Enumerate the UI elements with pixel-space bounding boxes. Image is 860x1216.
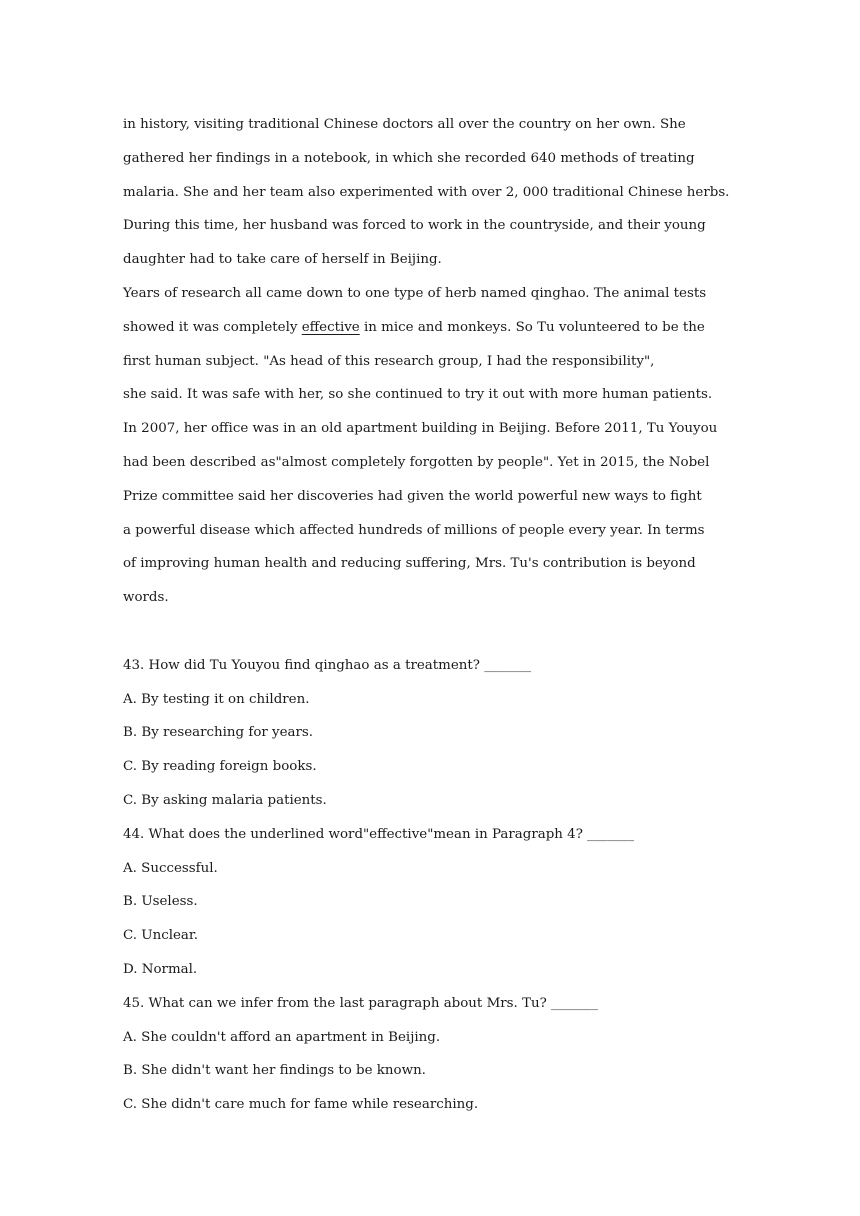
answer-option: C. Unclear.	[123, 928, 199, 944]
passage-line: daughter had to take care of herself in Beijing.	[123, 252, 442, 268]
answer-option: B. She didn't want her findings to be known.	[123, 1063, 426, 1079]
passage	[123, 108, 748, 615]
section-gap	[123, 615, 748, 649]
answer-option: C. She didn't care much for fame while researching.	[123, 1097, 479, 1113]
passage-line: of improving human health and reducing suffering, Mrs. Tu's contribution is beyond	[123, 556, 696, 572]
passage-line: In 2007, her office was in an old apartment building in Beijing. Before 2011, Tu Youyou	[123, 421, 718, 437]
document-page	[123, 108, 748, 1122]
answer-option: C. By reading foreign books.	[123, 759, 317, 775]
passage-line: During this time, her husband was forced to work in the countryside, and their young	[123, 218, 706, 234]
answer-option: A. By testing it on children.	[123, 691, 310, 707]
passage-line: Prize committee said her discoveries had given the world powerful new ways to fight	[123, 488, 702, 504]
passage-line: in history, visiting traditional Chinese doctors all over the country on her own. She	[123, 117, 686, 132]
passage-line: first human subject. "As head of this research group, I had the responsibility",	[123, 353, 655, 369]
passage-line: a powerful disease which affected hundreds of millions of people every year. In terms	[123, 522, 705, 538]
line-text-before: showed it was completely	[123, 319, 302, 335]
line-text-after: in mice and monkeys. So Tu volunteered to be the	[359, 319, 705, 335]
question-44	[123, 818, 748, 987]
question-stem: 45. What can we infer from the last paragraph about Mrs. Tu? _______	[123, 995, 598, 1011]
answer-option: A. She couldn't afford an apartment in Beijing.	[123, 1029, 441, 1045]
passage-line-underlined	[123, 311, 748, 345]
answer-option: D. Normal.	[123, 961, 198, 977]
answer-option: B. Useless.	[123, 894, 198, 910]
answer-option: A. Successful.	[123, 860, 218, 876]
passage-line: words.	[123, 590, 169, 606]
answer-option: C. By asking malaria patients.	[123, 792, 327, 808]
passage-line: malaria. She and her team also experimented with over 2, 000 traditional Chinese herbs.	[123, 184, 730, 200]
passage-line: had been described as"almost completely forgotten by people". Yet in 2015, the Nobel	[123, 454, 710, 470]
underlined-word: effective	[301, 319, 360, 335]
question-stem: 43. How did Tu Youyou find qinghao as a treatment? _______	[123, 657, 532, 673]
answer-option: B. By researching for years.	[123, 725, 314, 741]
question-stem: 44. What does the underlined word"effective"mean in Paragraph 4? _______	[123, 826, 635, 842]
passage-line: she said. It was safe with her, so she continued to try it out with more human patients.	[123, 387, 713, 403]
question-43	[123, 649, 748, 818]
passage-line: gathered her findings in a notebook, in which she recorded 640 methods of treating	[123, 150, 695, 166]
question-45	[123, 987, 748, 1122]
passage-line: Years of research all came down to one type of herb named qinghao. The animal tests	[123, 285, 707, 301]
